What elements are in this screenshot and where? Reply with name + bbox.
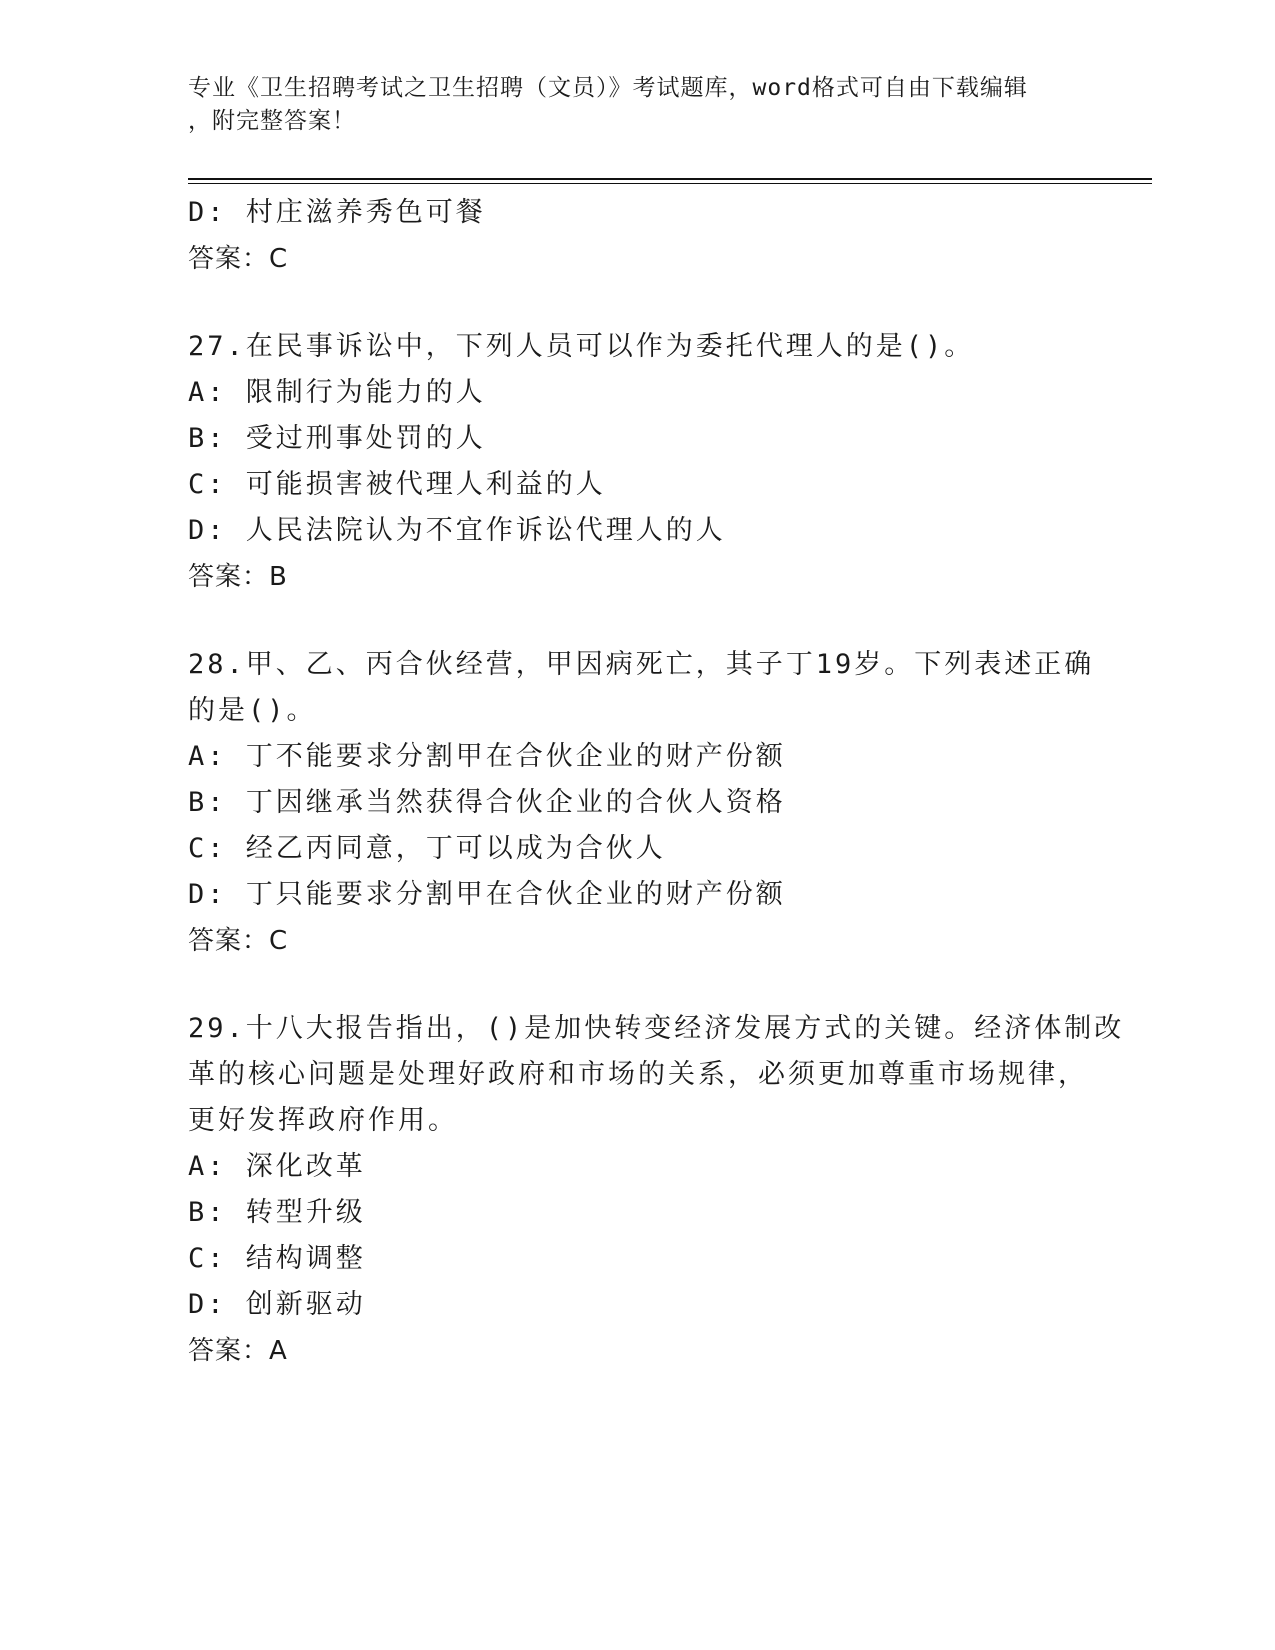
option-c: C: 可能损害被代理人利益的人 [188, 469, 606, 500]
question-stem-line-3: 更好发挥政府作用。 [188, 1105, 458, 1136]
question-28 [188, 642, 1095, 964]
header-line-2: ，附完整答案！ [188, 108, 356, 134]
option-a: A: 丁不能要求分割甲在合伙企业的财产份额 [188, 741, 786, 772]
previous-question-tail [188, 190, 1088, 282]
document-header [188, 72, 1088, 138]
option-c: C: 结构调整 [188, 1243, 366, 1274]
option-d: D: 村庄滋养秀色可餐 [188, 197, 486, 228]
option-d: D: 丁只能要求分割甲在合伙企业的财产份额 [188, 879, 786, 910]
answer: 答案：A [188, 1336, 288, 1366]
option-b: B: 受过刑事处罚的人 [188, 423, 486, 454]
answer: 答案：B [188, 562, 288, 592]
header-rule-thick [188, 178, 1152, 180]
question-stem-line-1: 29.十八大报告指出，()是加快转变经济发展方式的关键。经济体制改 [188, 1013, 1125, 1044]
option-c: C: 经乙丙同意，丁可以成为合伙人 [188, 833, 666, 864]
document-body [188, 190, 1125, 1374]
option-b: B: 丁因继承当然获得合伙企业的合伙人资格 [188, 787, 786, 818]
answer: 答案：C [188, 926, 289, 956]
question-stem: 27.在民事诉讼中，下列人员可以作为委托代理人的是()。 [188, 331, 975, 362]
option-d: D: 创新驱动 [188, 1289, 366, 1320]
question-stem-line-2: 革的核心问题是处理好政府和市场的关系，必须更加尊重市场规律， [188, 1059, 1088, 1090]
question-29 [188, 1006, 1125, 1374]
option-d: D: 人民法院认为不宜作诉讼代理人的人 [188, 515, 726, 546]
header-rule-thin [188, 183, 1152, 184]
question-stem-line-2: 的是()。 [188, 695, 317, 726]
question-stem-line-1: 28.甲、乙、丙合伙经营，甲因病死亡，其子丁19岁。下列表述正确 [188, 649, 1095, 680]
option-a: A: 深化改革 [188, 1151, 366, 1182]
answer: 答案：C [188, 244, 289, 274]
header-line-1: 专业《卫生招聘考试之卫生招聘（文员）》考试题库，word格式可自由下载编辑 [188, 75, 1028, 101]
option-a: A: 限制行为能力的人 [188, 377, 486, 408]
question-27 [188, 324, 1088, 600]
option-b: B: 转型升级 [188, 1197, 366, 1228]
